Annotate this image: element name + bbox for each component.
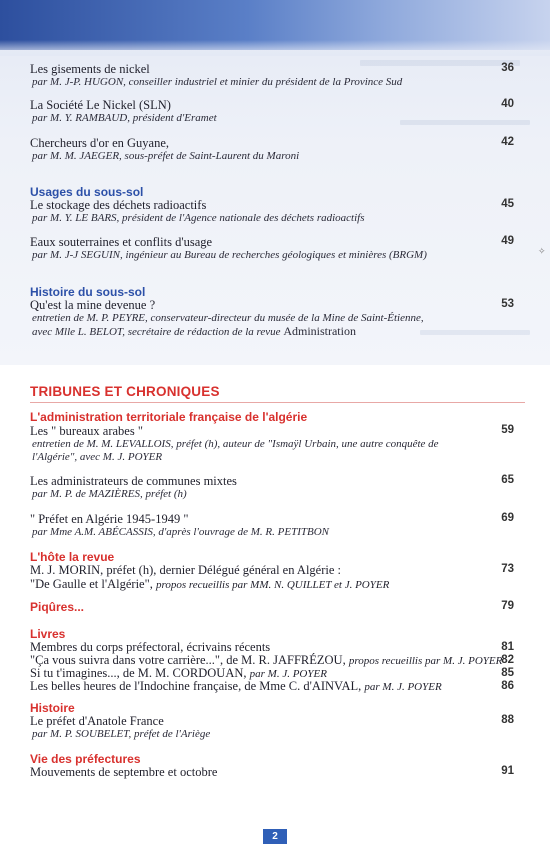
- entry-page: 79: [501, 600, 514, 612]
- toc-entry[interactable]: [30, 714, 520, 741]
- entry-page: 85: [501, 667, 514, 679]
- entry-page: 36: [501, 62, 514, 74]
- entry-page: 69: [501, 512, 514, 524]
- entry-author-cont: avec Mlle L. BELOT, secrétaire de rédaction de la revue Administration: [32, 324, 356, 338]
- entry-author: entretien de M. M. LEVALLOIS, préfet (h), auteur de "Ismaÿl Urbain, une autre conquête de: [32, 438, 439, 450]
- entry-page: 49: [501, 235, 514, 247]
- entry-page: 81: [501, 641, 514, 653]
- section-heading-piqures[interactable]: Piqûres...: [30, 600, 85, 614]
- toc-entry[interactable]: "Ça vous suivra dans votre carrière...", de M. R. JAFFRÉZOU, propos recueillis par M. J. POYER 82: [30, 653, 514, 667]
- toc-entry[interactable]: [30, 298, 520, 339]
- entry-author: par M. J-J SEGUIN, ingénieur au Bureau de recherches géologiques et minières (BRGM): [32, 249, 427, 261]
- section-heading-livres: Livres: [30, 627, 66, 641]
- divider: [30, 402, 525, 403]
- section-heading-histoire: Histoire du sous-sol: [30, 285, 146, 299]
- entry-author: entretien de M. P. PEYRE, conservateur-directeur du musée de la Mine de Saint-Étienne,: [32, 312, 424, 324]
- toc-entry[interactable]: [30, 765, 520, 779]
- entry-page: 82: [501, 654, 514, 666]
- entry-page: 73: [501, 563, 514, 575]
- toc-entry[interactable]: Si tu t'imagines..., de M. M. CORDOUAN, par M. J. POYER 85: [30, 666, 514, 680]
- toc-entry[interactable]: [30, 474, 520, 501]
- entry-page: 91: [501, 765, 514, 777]
- entry-title: Qu'est la mine devenue ?: [30, 298, 156, 312]
- entry-title-cont: "De Gaulle et l'Algérie", propos recueillis par MM. N. QUILLET et J. POYER: [30, 577, 390, 591]
- entry-page: 88: [501, 714, 514, 726]
- toc-entry[interactable]: [30, 136, 520, 163]
- toc-entry[interactable]: [30, 512, 520, 539]
- toc-entry[interactable]: [30, 563, 520, 592]
- header-band-fade: [0, 40, 550, 56]
- toc-entry[interactable]: Les belles heures de l'Indochine française, de Mme C. d'AINVAL, par M. J. POYER 86: [30, 679, 514, 693]
- entry-author: par M. P. de MAZIÈRES, préfet (h): [32, 488, 187, 500]
- entry-title: Les administrateurs de communes mixtes: [30, 474, 237, 488]
- toc-entry[interactable]: [30, 424, 520, 464]
- entry-author-cont: l'Algérie", avec M. J. POYER: [32, 451, 163, 463]
- entry-author: par Mme A.M. ABÉCASSIS, d'après l'ouvrage de M. R. PETITBON: [32, 526, 329, 538]
- entry-author: par M. Y. RAMBAUD, président d'Eramet: [32, 112, 217, 124]
- entry-title: Eaux souterraines et conflits d'usage: [30, 235, 213, 249]
- section-title-tribunes: TRIBUNES ET CHRONIQUES: [30, 384, 220, 399]
- entry-page: 45: [501, 198, 514, 210]
- entry-title: Mouvements de septembre et octobre: [30, 765, 218, 779]
- margin-mark: ✧: [538, 246, 546, 256]
- entry-page: 42: [501, 136, 514, 148]
- entry-page: 86: [501, 680, 514, 692]
- toc-entry[interactable]: Membres du corps préfectoral, écrivains récents 81: [30, 640, 514, 654]
- entry-title: Les gisements de nickel: [30, 62, 150, 76]
- entry-title: M. J. MORIN, préfet (h), dernier Délégué général en Algérie :: [30, 563, 341, 577]
- entry-page: 65: [501, 474, 514, 486]
- entry-title: " Préfet en Algérie 1945-1949 ": [30, 512, 189, 526]
- entry-author: par M. J-P. HUGON, conseiller industriel et minier du président de la Province Sud: [32, 76, 403, 88]
- entry-page: 53: [501, 298, 514, 310]
- entry-page: 59: [501, 424, 514, 436]
- entry-title: Le stockage des déchets radioactifs: [30, 198, 207, 212]
- section-heading-usages: Usages du sous-sol: [30, 185, 144, 199]
- page-number: 2: [263, 829, 287, 844]
- entry-author: par M. M. JAEGER, sous-préfet de Saint-Laurent du Maroni: [32, 150, 300, 162]
- entry-title: Chercheurs d'or en Guyane,: [30, 136, 170, 150]
- toc-entry[interactable]: [30, 198, 520, 225]
- entry-author: par M. Y. LE BARS, président de l'Agence nationale des déchets radioactifs: [32, 212, 365, 224]
- entry-author: par M. P. SOUBELET, préfet de l'Ariège: [32, 728, 211, 740]
- section-heading-vie: Vie des préfectures: [30, 752, 141, 766]
- entry-title: Les " bureaux arabes ": [30, 424, 143, 438]
- entry-title: Le préfet d'Anatole France: [30, 714, 164, 728]
- section-heading-algerie: L'administration territoriale française de l'algérie: [30, 410, 308, 424]
- toc-entry[interactable]: [30, 62, 520, 89]
- entry-page: 40: [501, 98, 514, 110]
- toc-entry[interactable]: [30, 98, 520, 125]
- toc-entry[interactable]: [30, 235, 520, 262]
- entry-title: La Société Le Nickel (SLN): [30, 98, 171, 112]
- section-heading-histoire-2: Histoire: [30, 701, 75, 715]
- section-heading-hote: L'hôte la revue: [30, 550, 115, 564]
